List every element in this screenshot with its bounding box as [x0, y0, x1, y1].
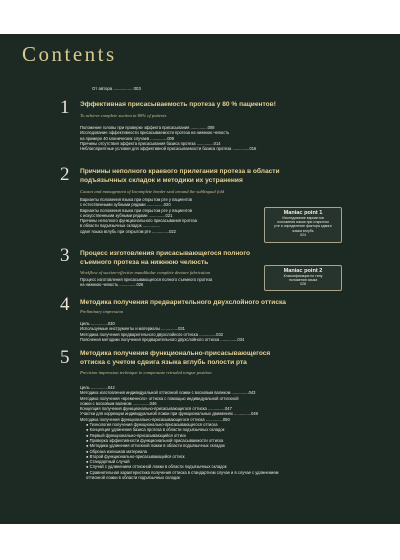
- chapter-3-heading: Процесс изготовления присасывающегося полного съемного протеза на нижнюю челюсть: [80, 250, 251, 266]
- chapter-2-heading: Причины неполного краевого прилегания протеза в области подъязычных складок и методики их устранения: [80, 168, 280, 184]
- chapter-5-entries: [80, 385, 278, 480]
- chapter-4-entries: [80, 321, 244, 342]
- toc-subentry: ● Обрезка излишков материала: [86, 448, 147, 454]
- toc-entry: Варианты положения языка при открытом рте у пациентов: [80, 207, 192, 213]
- chapter-2-subtitle: Causes and management of Incomplete border seal around the sublingual fold: [80, 189, 225, 194]
- contents-page: [0, 34, 400, 524]
- chapter-5-number: 5: [60, 347, 70, 368]
- toc-entry: Причины неполного функционального присасывания протеза: [80, 218, 197, 224]
- toc-entry: Участки для коррекции индивидуальной ложки при функциональных движениях ...............049: [80, 411, 258, 417]
- chapter-2-number: 2: [60, 164, 70, 185]
- toc-subentry: ● Проверка эффективности функциональной присасываемости оттиска: [86, 437, 224, 443]
- toc-entry: с естественными зубными рядами ...............020: [80, 202, 171, 208]
- chapter-3-number: 3: [60, 245, 70, 266]
- toc-entry: Цель ...............042: [80, 385, 115, 390]
- toc-entry: с искусственными зубными рядами ...............021: [80, 212, 173, 218]
- toc-subentry: ● Методика удлинения оттискной ложки в области подъязычных складок: [86, 443, 225, 449]
- chapter-3-subtitle: Workflow of suction-effective mandibular complete denture fabrication: [80, 270, 211, 275]
- maniac-point-1-box: Maniac point 1 Исследование вариантов положения языка при открытом рте и определение фактора сдвига языка вглубь 024: [264, 207, 342, 243]
- author-preface-entry: От автора ................ 003: [92, 86, 141, 91]
- chapter-1-heading: Эффективная присасываемость протеза у 80 % пациентов!: [80, 101, 276, 108]
- toc-entry: ложки с восковым валиком ...............046: [80, 400, 157, 406]
- toc-entry: Методика получения функционально-присасывающегося оттиска ...............050: [80, 416, 230, 422]
- toc-entry: Положение головы при проверке эффекта присасывания ...............008: [80, 125, 215, 130]
- chapter-5-subtitle: Precision impression technique to compensate retruded tongue position: [80, 370, 212, 375]
- toc-subentry: ● Концепция удлинения базиса протеза в области подъязычных складок: [86, 427, 225, 433]
- toc-entry: сдвиг языка вглубь при открытом рте ...............022: [80, 228, 176, 234]
- maniac-point-2-box: Maniac point 2 Классификация по типу положения языка 028: [264, 265, 342, 291]
- toc-subentry: ● Первый функционально-присасывающийся оттиск: [86, 432, 186, 438]
- toc-subentry: ● Сравнительная характеристика получения оттиска в стандартном случае и в случае с удлинением: [86, 469, 279, 475]
- toc-entry: Пояснения методики получения предварительного двухслойного оттиска ...............034: [80, 336, 245, 342]
- chapter-1-number: 1: [60, 97, 70, 118]
- toc-entry: Концепция получения функционально-присасывающегося оттиска ...............047: [80, 406, 232, 412]
- chapter-1-entries: [80, 125, 256, 151]
- toc-subentry: оттискной ложки в области подъязычных складок: [86, 475, 181, 481]
- toc-entry: на примере 40 клинических случаев ...............009: [80, 135, 175, 141]
- chapter-4-heading: Методика получения предварительного двухслойного оттиска: [80, 299, 286, 306]
- toc-entry: на нижнюю челюсть ...............026: [80, 282, 144, 288]
- toc-entry: Процесс изготовления присасывающегося полного съемного протеза: [80, 277, 213, 282]
- toc-subentry: ● Второй функционально-присасывающийся оттиск: [86, 453, 185, 459]
- toc-entry: в области подъязычных складок ...............: [80, 223, 160, 229]
- toc-entry: Исследование эффективности присасываемости протеза на нижнюю челюсть: [80, 130, 230, 136]
- chapter-1-subtitle: To achieve complete suction in 80% of patients: [80, 113, 167, 118]
- page-title: Contents: [22, 42, 117, 66]
- toc-subentry: ● Стандартный случай: [86, 459, 130, 465]
- toc-entry: Используемые инструменты и материалы ...............031: [80, 326, 185, 332]
- chapter-4-subtitle: Preliminary impression: [80, 309, 124, 314]
- toc-entry: Методика получения предварительного двухслойного оттиска ...............032: [80, 331, 223, 337]
- toc-entry: Причины отсутствия эффекта присасывания базиса протеза ...............014: [80, 140, 221, 146]
- toc-subentry: ● Случай с удлинением оттискной ложки в области подъязычных складок: [86, 464, 227, 470]
- chapter-4-number: 4: [60, 294, 70, 315]
- toc-subentry: ● Технология получения функционально-присасывающегося оттиска: [86, 422, 218, 428]
- toc-entry: Цель ...............030: [80, 321, 115, 326]
- chapter-3-entries: [80, 277, 212, 288]
- toc-entry: Неблагоприятные условия для эффективной присасываемости базиса протеза ...............016: [80, 146, 257, 152]
- toc-entry: Методика изготовления индивидуальной оттискной ложки с восковым валиком ...............043: [80, 390, 256, 396]
- toc-entry: Варианты положения языка при открытом рте у пациентов: [80, 197, 192, 202]
- chapter-5-heading: Методика получения функционально-присасывающегося оттиска с учетом сдвига языка вглубь полости рта: [80, 350, 271, 366]
- chapter-2-entries: [80, 197, 197, 234]
- toc-entry: Методика получения «временного» оттиска с помощью индивидуальной оттискной: [80, 395, 239, 401]
- maniac-point-2-title: Maniac point 2: [283, 268, 323, 274]
- maniac-point-1-title: Maniac point 1: [283, 210, 323, 216]
